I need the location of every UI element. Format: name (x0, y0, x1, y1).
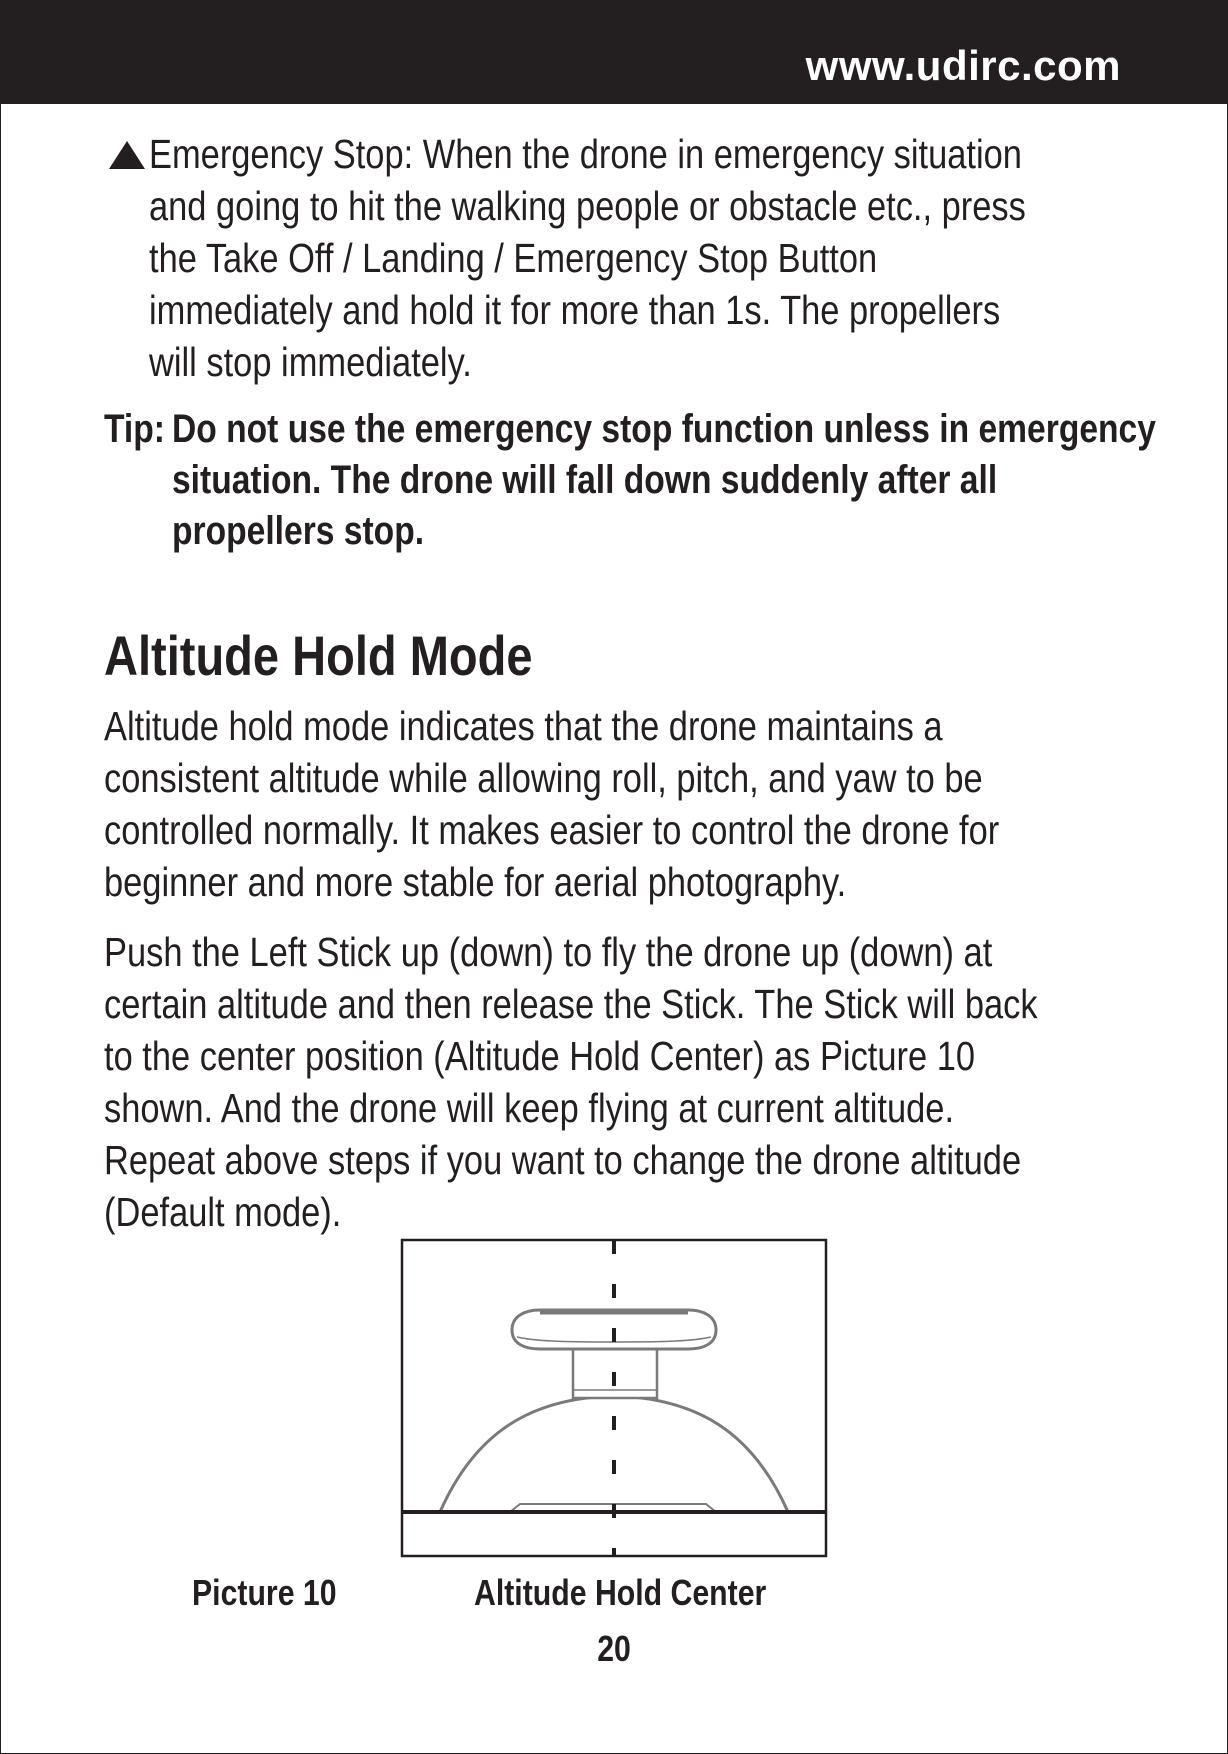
paragraph-altitude-hold-description (104, 700, 1170, 908)
tip-label: Tip: (104, 407, 165, 451)
text-line: and going to hit the walking people or obstacle etc., press (149, 183, 1026, 229)
paragraph-left-stick-instructions (104, 926, 1215, 1238)
tip-text (172, 404, 1228, 557)
text-line: will stop immediately. (149, 339, 472, 385)
caption-text: Altitude Hold Center (474, 1572, 767, 1613)
text-line: controlled normally. It makes easier to control the drone for (104, 807, 1000, 853)
website-url[interactable]: www.udirc.com (805, 42, 1121, 89)
figure-caption-title (474, 1572, 822, 1614)
text-line: Push the Left Stick up (down) to fly the drone up (down) at (104, 929, 993, 975)
text-line: Repeat above steps if you want to change the drone altitude (104, 1137, 1022, 1183)
header-bar (0, 0, 1228, 104)
emergency-stop-text (149, 128, 1193, 388)
page-number-text: 20 (597, 1628, 631, 1669)
text-line: to the center position (Altitude Hold Center) as Picture 10 (104, 1033, 976, 1079)
text-line: situation. The drone will fall down suddenly after all (172, 458, 998, 502)
text-line: immediately and hold it for more than 1s. The propellers (149, 287, 1001, 333)
text-line: Emergency Stop: When the drone in emergency situation (149, 131, 1022, 177)
page-number (0, 1628, 1228, 1670)
text-line: certain altitude and then release the Stick. The Stick will back (104, 981, 1038, 1027)
text-line: Do not use the emergency stop function unless in emergency (172, 407, 1156, 451)
text-line: consistent altitude while allowing roll, pitch, and yaw to be (104, 755, 983, 801)
text-line: (Default mode). (104, 1189, 342, 1235)
text-line: propellers stop. (172, 509, 425, 553)
text-line: the Take Off / Landing / Emergency Stop Button (149, 235, 878, 281)
figure-caption-picture-number (192, 1572, 364, 1614)
section-title (104, 622, 614, 690)
text-line: shown. And the drone will keep flying at current altitude. (104, 1085, 955, 1131)
text-line: Altitude hold mode indicates that the drone maintains a (104, 703, 943, 749)
section-title-text: Altitude Hold Mode (104, 624, 533, 687)
warning-triangle-icon (108, 140, 146, 170)
caption-text: Picture 10 (192, 1572, 337, 1613)
joystick-center-icon (400, 1238, 828, 1558)
text-line: beginner and more stable for aerial photography. (104, 859, 847, 905)
